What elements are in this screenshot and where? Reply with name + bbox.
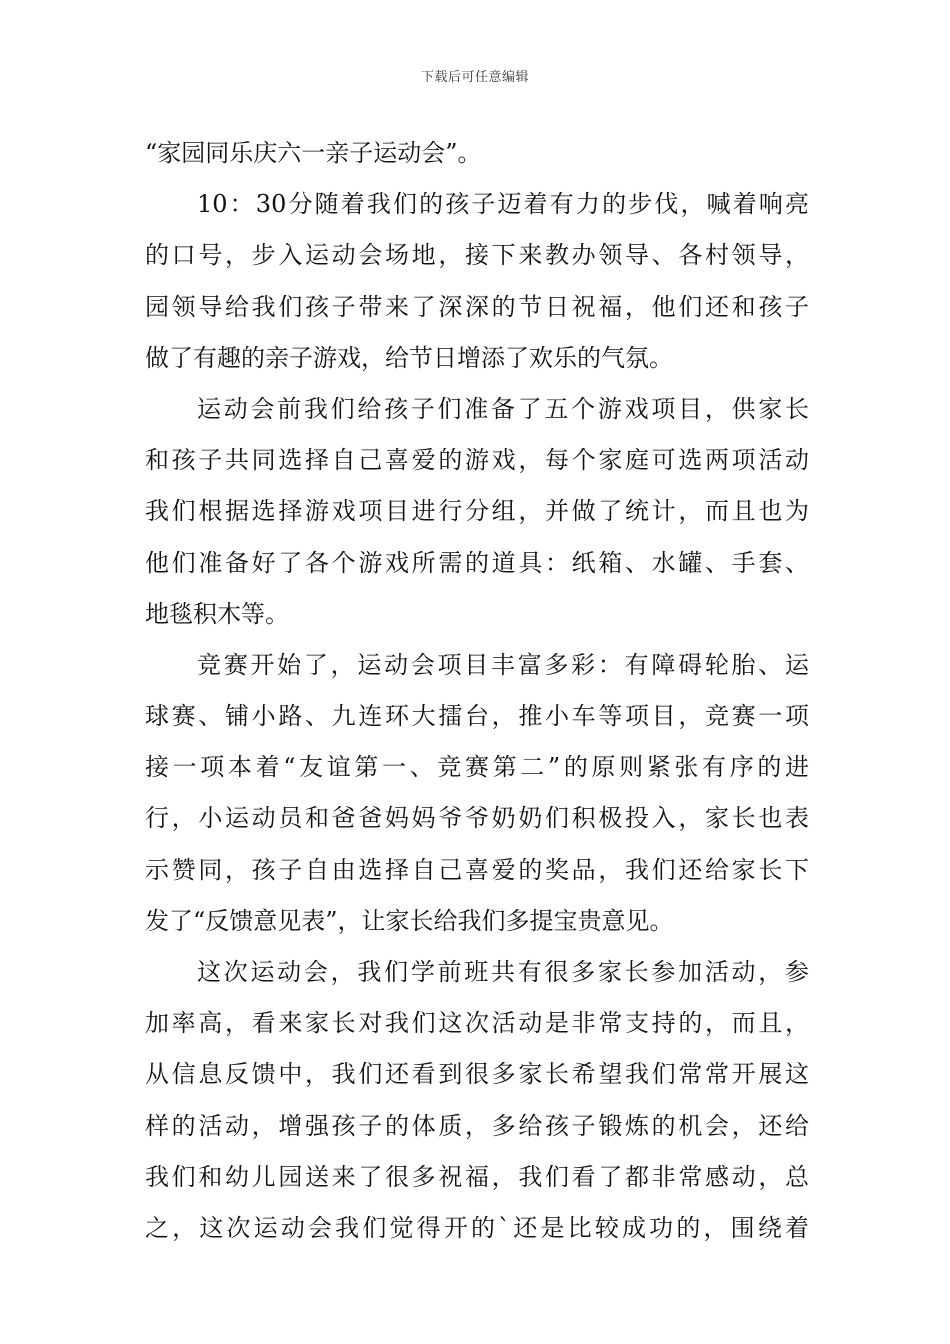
text-line: 他们准备好了各个游戏所需的道具：纸箱、水罐、手套、: [145, 548, 809, 577]
text-line: 加率高，看来家长对我们这次活动是非常支持的，而且，: [145, 1009, 809, 1038]
text-line: 做了有趣的亲子游戏，给节日增添了欢乐的气氛。: [145, 343, 673, 372]
text-line: 我们根据选择游戏项目进行分组，并做了统计，而且也为: [145, 497, 809, 526]
text-line: “家园同乐庆六一亲子运动会”。: [145, 139, 482, 167]
text-line: 发了“反馈意见表”，让家长给我们多提宝贵意见。: [145, 906, 674, 935]
header-note: 下载后可任意编辑: [420, 70, 529, 85]
text-line: 之，这次运动会我们觉得开的`还是比较成功的，围绕着: [145, 1213, 809, 1242]
text-line: 行，小运动员和爸爸妈妈爷爷奶奶们积极投入，家长也表: [145, 804, 809, 833]
body-text: [145, 128, 809, 1254]
text-line: 样的活动，增强孩子的体质，多给孩子锻炼的机会，还给: [145, 1111, 809, 1140]
text-line: 10：30分随着我们的孩子迈着有力的步伐，喊着响亮: [197, 190, 809, 219]
text-line: 地毯积木等。: [145, 599, 289, 628]
text-line: 的口号，步入运动会场地，接下来教办领导、各村领导，: [145, 241, 809, 270]
text-line: 球赛、铺小路、九连环大擂台，推小车等项目，竞赛一项: [145, 702, 809, 731]
text-line: 从信息反馈中，我们还看到很多家长希望我们常常开展这: [145, 1060, 809, 1089]
text-line: 我们和幼儿园送来了很多祝福，我们看了都非常感动，总: [145, 1162, 809, 1191]
text-line: 园领导给我们孩子带来了深深的节日祝福，他们还和孩子: [145, 292, 809, 321]
text-line: 接一项本着“友谊第一、竞赛第二”的原则紧张有序的进: [145, 753, 809, 782]
text-line: 运动会前我们给孩子们准备了五个游戏项目，供家长: [197, 394, 809, 423]
text-line: 这次运动会，我们学前班共有很多家长参加活动，参: [197, 958, 809, 986]
text-line: 竞赛开始了，运动会项目丰富多彩：有障碍轮胎、运: [197, 650, 809, 679]
text-line: 和孩子共同选择自己喜爱的游戏，每个家庭可选两项活动: [145, 446, 809, 475]
text-line: 示赞同，孩子自由选择自己喜爱的奖品，我们还给家长下: [145, 855, 809, 884]
